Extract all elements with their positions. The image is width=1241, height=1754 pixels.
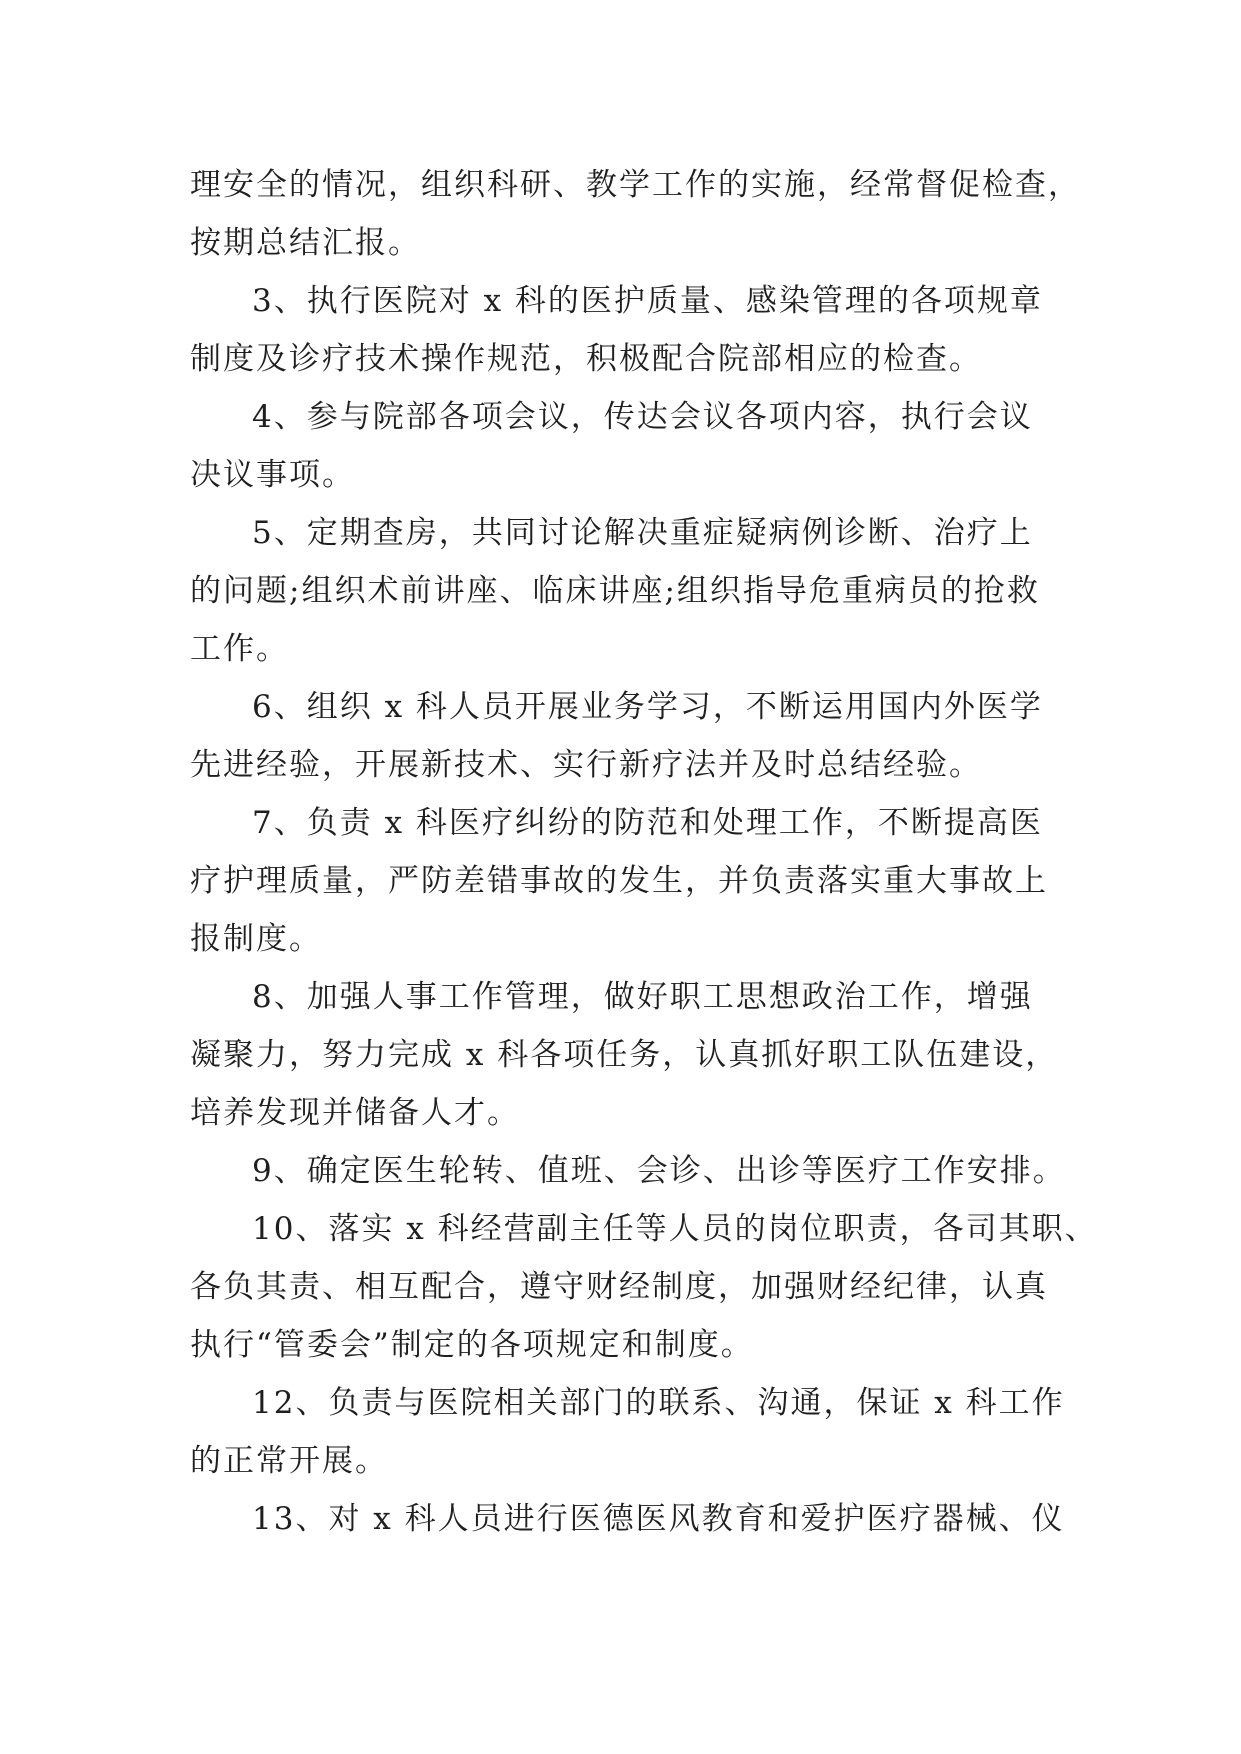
document-body xyxy=(190,156,1098,1548)
text-line: 4、参与院部各项会议，传达会议各项内容，执行会议 xyxy=(252,399,1033,435)
text-line: 理安全的情况，组织科研、教学工作的实施，经常督促检查， xyxy=(190,167,1081,203)
text-line: 的正常开展。 xyxy=(190,1443,388,1479)
paragraph-item-6 xyxy=(190,678,1070,794)
paragraph-item-13 xyxy=(190,1490,1070,1548)
text-line: 的问题;组织术前讲座、临床讲座;组织指导危重病员的抢救 xyxy=(190,573,1040,609)
paragraph-item-4 xyxy=(190,388,1070,504)
paragraph-item-5 xyxy=(190,504,1070,678)
text-line: 执行“管委会”制定的各项规定和制度。 xyxy=(190,1327,754,1363)
text-line: 决议事项。 xyxy=(190,457,355,493)
paragraph-item-10 xyxy=(190,1200,1098,1374)
text-line: 9、确定医生轮转、值班、会诊、出诊等医疗工作安排。 xyxy=(252,1153,1066,1189)
text-line: 7、负责 x 科医疗纠纷的防范和处理工作，不断提高医 xyxy=(252,805,1043,841)
text-line: 10、落实 x 科经营副主任等人员的岗位职责，各司其职、 xyxy=(252,1211,1098,1247)
paragraph-1 xyxy=(190,156,1081,272)
text-line: 8、加强人事工作管理，做好职工思想政治工作，增强 xyxy=(252,979,1033,1015)
text-line: 凝聚力，努力完成 x 科各项任务，认真抓好职工队伍建设， xyxy=(190,1037,1059,1073)
text-line: 先进经验，开展新技术、实行新疗法并及时总结经验。 xyxy=(190,747,982,783)
text-line: 12、负责与医院相关部门的联系、沟通，保证 x 科工作 xyxy=(252,1385,1065,1421)
text-line: 报制度。 xyxy=(190,921,322,957)
text-line: 3、执行医院对 x 科的医护质量、感染管理的各项规章 xyxy=(252,283,1043,319)
text-line: 培养发现并储备人才。 xyxy=(190,1095,520,1131)
paragraph-item-7 xyxy=(190,794,1070,968)
text-line: 6、组织 x 科人员开展业务学习，不断运用国内外医学 xyxy=(252,689,1043,725)
text-line: 13、对 x 科人员进行医德医风教育和爱护医疗器械、仪 xyxy=(252,1501,1065,1537)
paragraph-item-9 xyxy=(190,1142,1070,1200)
text-line: 疗护理质量，严防差错事故的发生，并负责落实重大事故上 xyxy=(190,863,1048,899)
paragraph-item-12 xyxy=(190,1374,1070,1490)
text-line: 各负其责、相互配合，遵守财经制度，加强财经纪律，认真 xyxy=(190,1269,1048,1305)
text-line: 制度及诊疗技术操作规范，积极配合院部相应的检查。 xyxy=(190,341,982,377)
text-line: 工作。 xyxy=(190,631,289,667)
paragraph-item-3 xyxy=(190,272,1070,388)
paragraph-item-8 xyxy=(190,968,1070,1142)
text-line: 5、定期查房，共同讨论解决重症疑病例诊断、治疗上 xyxy=(252,515,1033,551)
text-line: 按期总结汇报。 xyxy=(190,225,421,261)
